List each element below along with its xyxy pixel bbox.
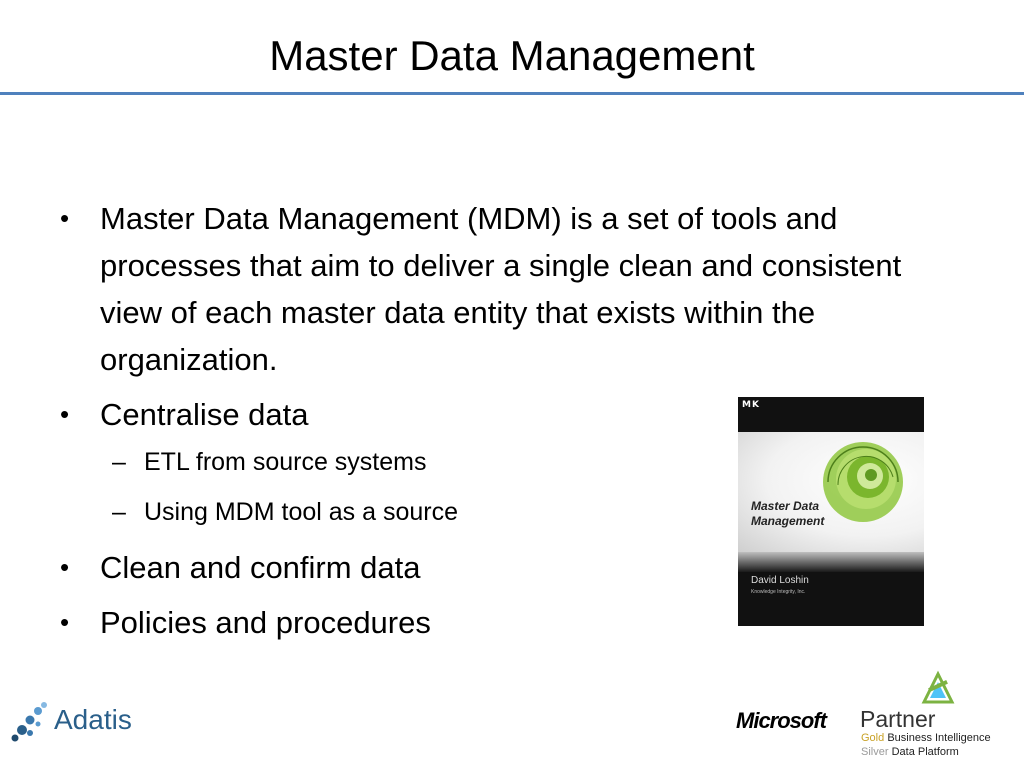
title-divider <box>0 92 1024 95</box>
adatis-logo <box>10 700 170 744</box>
book-affiliation: Knowledge Integrity, Inc. <box>751 589 806 595</box>
silver-tier-label: Silver <box>861 746 889 758</box>
partner-label: Partner <box>860 706 936 732</box>
silver-competency <box>861 746 959 758</box>
silver-competency-text: Data Platform <box>891 746 959 758</box>
microsoft-wordmark: Microsoft <box>736 708 826 733</box>
bullet-text: Policies and procedures <box>100 605 431 640</box>
adatis-wordmark: Adatis <box>54 704 132 735</box>
cover-gradient <box>738 552 924 572</box>
dash-icon: – <box>112 498 126 526</box>
bullet-icon: • <box>60 607 70 637</box>
partner-emblem-icon <box>914 668 962 706</box>
bullet-icon: • <box>60 552 70 582</box>
bullet-text: Master Data Management (MDM) is a set of tools and processes that aim to deliver a single clean and consistent view of each master data entity that exists within the organization. <box>100 201 902 377</box>
bullet-text: Centralise data <box>100 397 309 432</box>
book-title: Master Data Management <box>751 499 825 528</box>
dash-icon: – <box>112 448 126 476</box>
publisher-logo: MK <box>742 400 760 410</box>
slide-title: Master Data Management <box>269 32 755 79</box>
sub-bullet-text: ETL from source systems <box>144 448 427 476</box>
sub-bullet-text: Using MDM tool as a source <box>144 498 459 526</box>
bullet-icon: • <box>60 203 70 233</box>
book-cover-image <box>738 397 924 626</box>
adatis-mark-icon <box>10 700 52 744</box>
bullet-text: Clean and confirm data <box>100 550 421 585</box>
gold-competency-text: Business Intelligence <box>887 732 991 744</box>
microsoft-partner-logo <box>736 668 1016 763</box>
gold-competency <box>861 732 991 744</box>
gold-tier-label: Gold <box>861 732 885 744</box>
book-author: David Loshin <box>751 575 809 586</box>
bullet-icon: • <box>60 399 70 429</box>
bullet-item <box>60 195 970 383</box>
